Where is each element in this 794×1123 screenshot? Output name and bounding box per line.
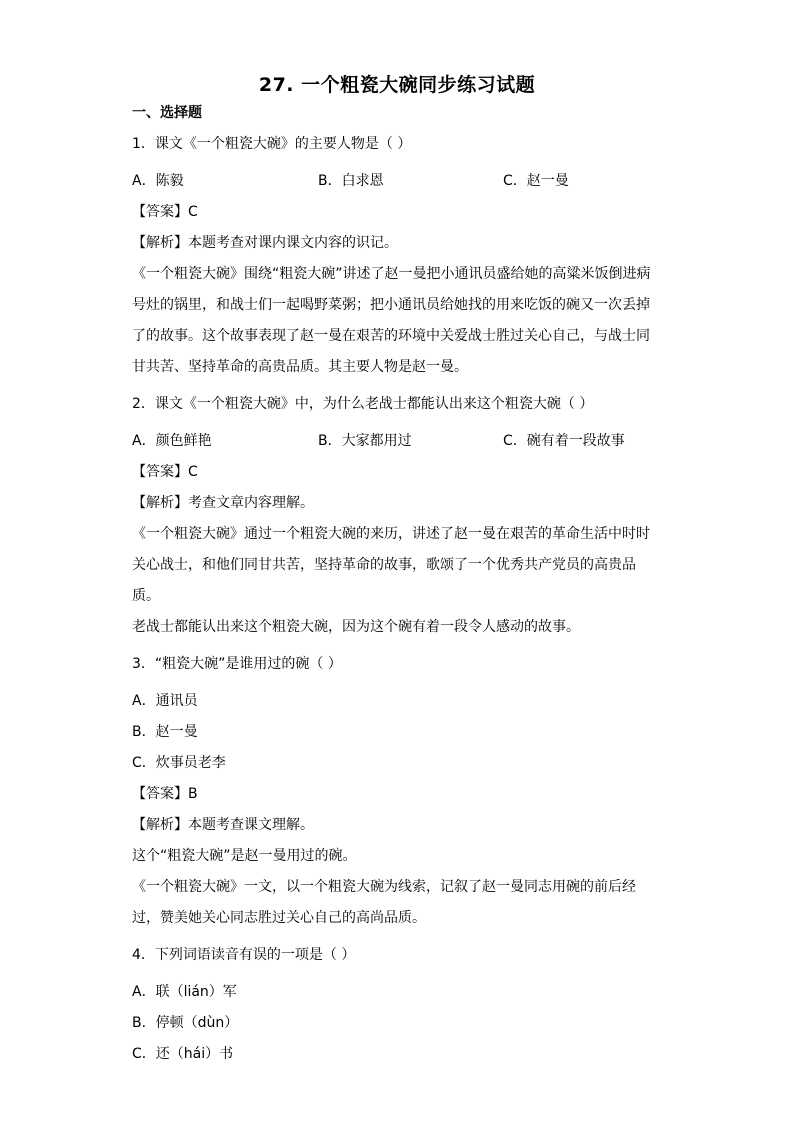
- question-2-answer: 【答案】C: [132, 464, 198, 480]
- question-3-answer: 【答案】B: [132, 786, 198, 802]
- question-2-analysis-line: 质。: [132, 588, 160, 604]
- question-2-option-b: B．大家都用过: [318, 433, 412, 449]
- question-1-option-c: C．赵一曼: [503, 173, 569, 189]
- question-2-stem: 2．课文《一个粗瓷大碗》中，为什么老战士都能认出来这个粗瓷大碗（ ）: [132, 396, 594, 412]
- question-1-option-a: A．陈毅: [132, 173, 184, 189]
- question-1-analysis-line: 甘共苦、坚持革命的高贵品质。其主要人物是赵一曼。: [132, 359, 468, 375]
- question-3-option-b: B．赵一曼: [132, 724, 198, 740]
- question-1-answer: 【答案】C: [132, 204, 198, 220]
- question-1-stem: 1．课文《一个粗瓷大碗》的主要人物是（ ）: [132, 136, 412, 152]
- question-4-stem: 4．下列词语读音有误的一项是（ ）: [132, 947, 356, 963]
- question-4-option-c: C．还（hái）书: [132, 1046, 234, 1062]
- question-2-analysis-line: 《一个粗瓷大碗》通过一个粗瓷大碗的来历，讲述了赵一曼在艰苦的革命生活中时时: [132, 526, 650, 542]
- question-3-option-c: C．炊事员老李: [132, 755, 226, 771]
- question-3-analysis-line: 《一个粗瓷大碗》一文，以一个粗瓷大碗为线索，记叙了赵一曼同志用碗的前后经: [132, 879, 636, 895]
- question-3-stem: 3．“粗瓷大碗”是谁用过的碗（ ）: [132, 656, 342, 672]
- question-1-analysis-line: 《一个粗瓷大碗》围绕“粗瓷大碗”讲述了赵一曼把小通讯员盛给她的高粱米饭倒进病: [132, 266, 651, 282]
- question-2-option-a: A．颜色鲜艳: [132, 433, 212, 449]
- question-3-analysis-line: 过，赞美她关心同志胜过关心自己的高尚品质。: [132, 910, 426, 926]
- question-3-analysis-head: 【解析】本题考查课文理解。: [132, 817, 314, 833]
- question-4-option-b: B．停顿（dùn）: [132, 1015, 239, 1031]
- question-1-option-b: B．白求恩: [318, 173, 384, 189]
- section-heading: 一、选择题: [132, 105, 202, 121]
- question-2-option-c: C．碗有着一段故事: [503, 433, 625, 449]
- question-4-option-a: A．联（lián）军: [132, 984, 237, 1000]
- question-1-analysis-head: 【解析】本题考查对课内课文内容的识记。: [132, 235, 398, 251]
- question-2-analysis-line: 老战士都能认出来这个粗瓷大碗，因为这个碗有着一段令人感动的故事。: [132, 619, 580, 635]
- question-3-analysis-line: 这个“粗瓷大碗”是赵一曼用过的碗。: [132, 848, 357, 864]
- question-2-analysis-head: 【解析】考查文章内容理解。: [132, 495, 314, 511]
- question-1-analysis-line: 号灶的锅里，和战士们一起喝野菜粥；把小通讯员给她找的用来吃饭的碗又一次丢掉: [132, 297, 650, 313]
- question-3-option-a: A．通讯员: [132, 693, 198, 709]
- question-1-analysis-line: 了的故事。这个故事表现了赵一曼在艰苦的环境中关爱战士胜过关心自己，与战士同: [132, 328, 650, 344]
- page-title: 27. 一个粗瓷大碗同步练习试题: [258, 74, 536, 96]
- question-2-analysis-line: 关心战士，和他们同甘共苦，坚持革命的故事，歌颂了一个优秀共产党员的高贵品: [132, 557, 636, 573]
